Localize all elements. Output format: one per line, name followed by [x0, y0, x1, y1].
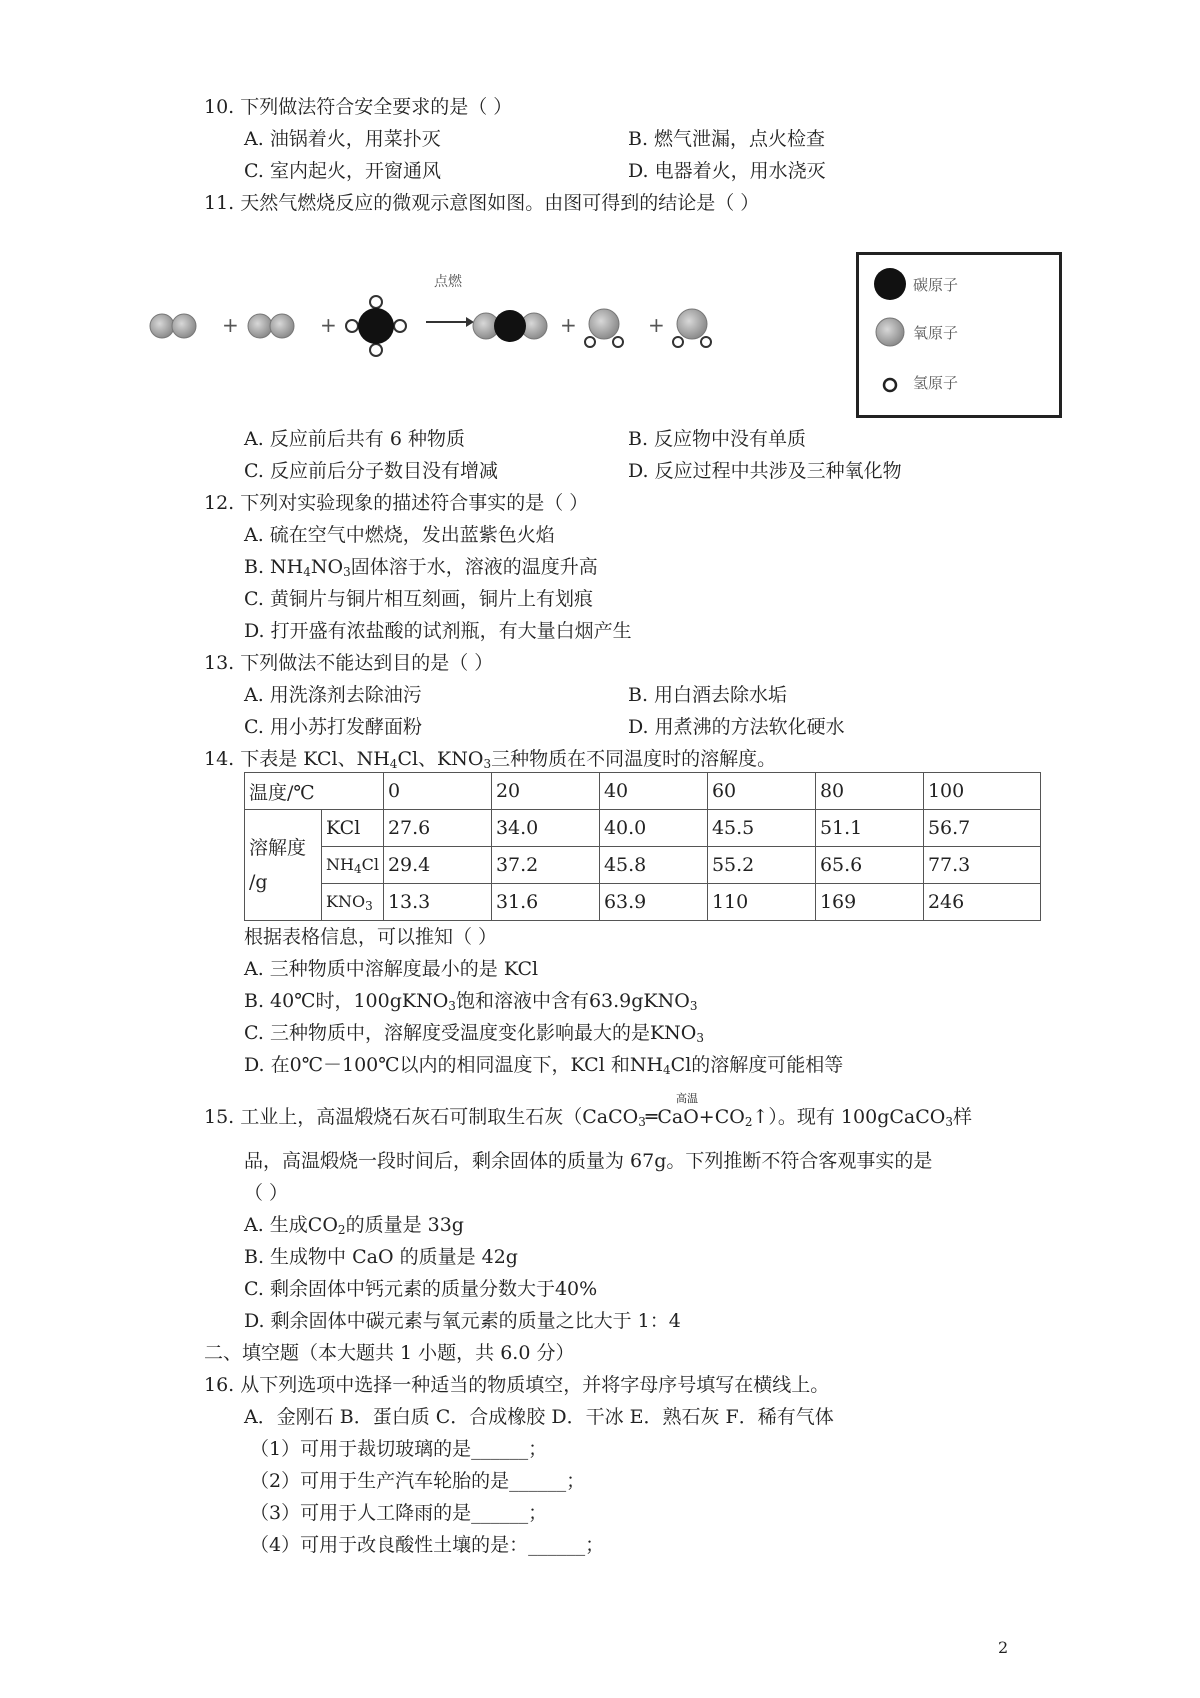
table-cell: 77.3: [923, 847, 1040, 884]
atom-legend: [856, 252, 1062, 418]
table-row: [245, 810, 1041, 847]
hydrogen-atom-icon: [873, 365, 907, 399]
q12-option-a: A. 硫在空气中燃烧，发出蓝紫色火焰: [244, 524, 555, 546]
table-cell: 100: [923, 773, 1040, 810]
q14-stem: 14. 下表是 KCl、$NH_4Cl$、$KNO_3$三种物质在不同温度时的溶解度。: [204, 748, 777, 771]
table-cell: 56.7: [923, 810, 1040, 847]
q12-option-b: B. $NH_4NO_3$固体溶于水，溶液的温度升高: [244, 556, 598, 579]
q16-stem: 16. 从下列选项中选择一种适当的物质填空，并将字母序号填写在横线上。: [204, 1374, 830, 1396]
solubility-table: [244, 772, 1041, 921]
q15-stem-line3: （ ）: [244, 1182, 289, 1204]
q10-stem: 10. 下列做法符合安全要求的是（ ）: [204, 96, 513, 118]
q10-option-d: D. 电器着火，用水浇灭: [628, 160, 826, 182]
q11-option-d: D. 反应过程中共涉及三种氧化物: [628, 460, 902, 482]
oxygen-atom-icon: [873, 315, 907, 349]
oxygen-molecule-icon: [150, 314, 196, 338]
table-cell: 45.8: [599, 847, 707, 884]
q10-option-a: A. 油锅着火，用菜扑灭: [244, 128, 441, 150]
legend-hydrogen-label: 氢原子: [913, 373, 959, 392]
q11-stem: 11. 天然气燃烧反应的微观示意图如图。由图可得到的结论是（ ）: [204, 192, 760, 214]
q11-option-a: A. 反应前后共有 6 种物质: [244, 428, 465, 450]
temp-header: 温度/℃: [245, 773, 384, 810]
table-cell: 80: [815, 773, 923, 810]
q13-option-a: A. 用洗涤剂去除油污: [244, 684, 422, 706]
water-molecule-icon: [673, 309, 711, 347]
q12-stem: 12. 下列对实验现象的描述符合事实的是（ ）: [204, 492, 589, 514]
oxygen-molecule-icon: [248, 314, 294, 338]
legend-carbon: [873, 267, 958, 301]
legend-hydrogen: [873, 365, 958, 399]
table-cell: 20: [491, 773, 599, 810]
legend-carbon-label: 碳原子: [913, 275, 959, 294]
table-cell: 40.0: [599, 810, 707, 847]
table-cell: 60: [707, 773, 815, 810]
table-cell: 29.4: [383, 847, 491, 884]
q13-option-b: B. 用白酒去除水垢: [628, 684, 788, 706]
page-number: 2: [998, 1638, 1009, 1657]
q14-option-b: B. 40℃时，100gKNO$_3$饱和溶液中含有63.9gKNO$_3$: [244, 990, 698, 1013]
svg-text:+: +: [648, 313, 665, 337]
q15-stem-line1: 15. 工业上，高温煅烧石灰石可制取生石灰$(CaCO_3═CaO+CO_2↑)$。现有 100gCaCO$_3$样: [204, 1106, 972, 1129]
q14-option-c: C. 三种物质中，溶解度受温度变化影响最大的是$KNO_3$: [244, 1022, 704, 1045]
q12-option-d: D. 打开盛有浓盐酸的试剂瓶，有大量白烟产生: [244, 620, 632, 642]
svg-text:+: +: [320, 313, 337, 337]
water-molecule-icon: [585, 309, 623, 347]
carbon-atom-icon: [873, 267, 907, 301]
q14-question: 根据表格信息，可以推知（ ）: [244, 926, 498, 948]
q14-option-a: A. 三种物质中溶解度最小的是 KCl: [244, 958, 539, 980]
q15-option-c: C. 剩余固体中钙元素的质量分数大于40%: [244, 1278, 598, 1300]
table-cell: 169: [815, 884, 923, 921]
reaction-condition: 点燃: [434, 274, 462, 290]
table-cell: 246: [923, 884, 1040, 921]
table-cell: 31.6: [491, 884, 599, 921]
legend-oxygen-label: 氧原子: [913, 323, 959, 342]
carbon-dioxide-molecule-icon: [473, 310, 547, 342]
q15-option-a: A. 生成$CO_2$的质量是 33g: [244, 1214, 464, 1237]
q16-options: A．金刚石 B．蛋白质 C．合成橡胶 D．干冰 E．熟石灰 F．稀有气体: [244, 1406, 834, 1428]
svg-text:+: +: [560, 313, 577, 337]
section-heading: 二、填空题（本大题共 1 小题，共 6.0 分）: [204, 1342, 575, 1364]
q10-option-b: B. 燃气泄漏，点火检查: [628, 128, 826, 150]
table-cell: 45.5: [707, 810, 815, 847]
table-cell: 34.0: [491, 810, 599, 847]
methane-molecule-icon: [346, 296, 406, 356]
table-cell: 110: [707, 884, 815, 921]
q16-blank-2: （2）可用于生产汽车轮胎的是______；: [250, 1470, 586, 1492]
q11-option-b: B. 反应物中没有单质: [628, 428, 807, 450]
q12-option-c: C. 黄铜片与铜片相互刻画，铜片上有划痕: [244, 588, 593, 610]
q13-stem: 13. 下列做法不能达到目的是（ ）: [204, 652, 494, 674]
q13-option-c: C. 用小苏打发酵面粉: [244, 716, 422, 738]
q15-option-d: D. 剩余固体中碳元素与氧元素的质量之比大于 1：4: [244, 1310, 681, 1332]
table-cell: KCl: [322, 810, 384, 847]
table-row: [245, 847, 1041, 884]
table-cell: $NH_4Cl$: [322, 847, 384, 884]
table-row: [245, 773, 1041, 810]
q14-option-d: D. 在0℃－100℃以内的相同温度下，KCl 和$NH_4Cl$的溶解度可能相等: [244, 1054, 844, 1077]
table-cell: 65.6: [815, 847, 923, 884]
table-row: [245, 884, 1041, 921]
table-cell: 51.1: [815, 810, 923, 847]
table-cell: 55.2: [707, 847, 815, 884]
q16-blank-3: （3）可用于人工降雨的是______；: [250, 1502, 548, 1524]
table-cell: 37.2: [491, 847, 599, 884]
reaction-diagram: [148, 250, 788, 370]
legend-oxygen: [873, 315, 958, 349]
solubility-header: 溶解度 /g: [245, 810, 322, 921]
table-cell: 0: [383, 773, 491, 810]
q16-blank-4: （4）可用于改良酸性土壤的是：______；: [250, 1534, 605, 1556]
svg-text:+: +: [222, 313, 239, 337]
table-cell: 27.6: [383, 810, 491, 847]
table-cell: $KNO_3$: [322, 884, 384, 921]
q11-option-c: C. 反应前后分子数目没有增减: [244, 460, 498, 482]
q10-option-c: C. 室内起火，开窗通风: [244, 160, 441, 182]
table-cell: 13.3: [383, 884, 491, 921]
table-cell: 63.9: [599, 884, 707, 921]
reaction-condition-heat: 高温: [676, 1092, 698, 1105]
q16-blank-1: （1）可用于裁切玻璃的是______；: [250, 1438, 548, 1460]
q15-stem-line2: 品，高温煅烧一段时间后，剩余固体的质量为 67g。下列推断不符合客观事实的是: [244, 1150, 933, 1172]
table-cell: 40: [599, 773, 707, 810]
q13-option-d: D. 用煮沸的方法软化硬水: [628, 716, 845, 738]
q15-option-b: B. 生成物中 CaO 的质量是 42g: [244, 1246, 518, 1268]
